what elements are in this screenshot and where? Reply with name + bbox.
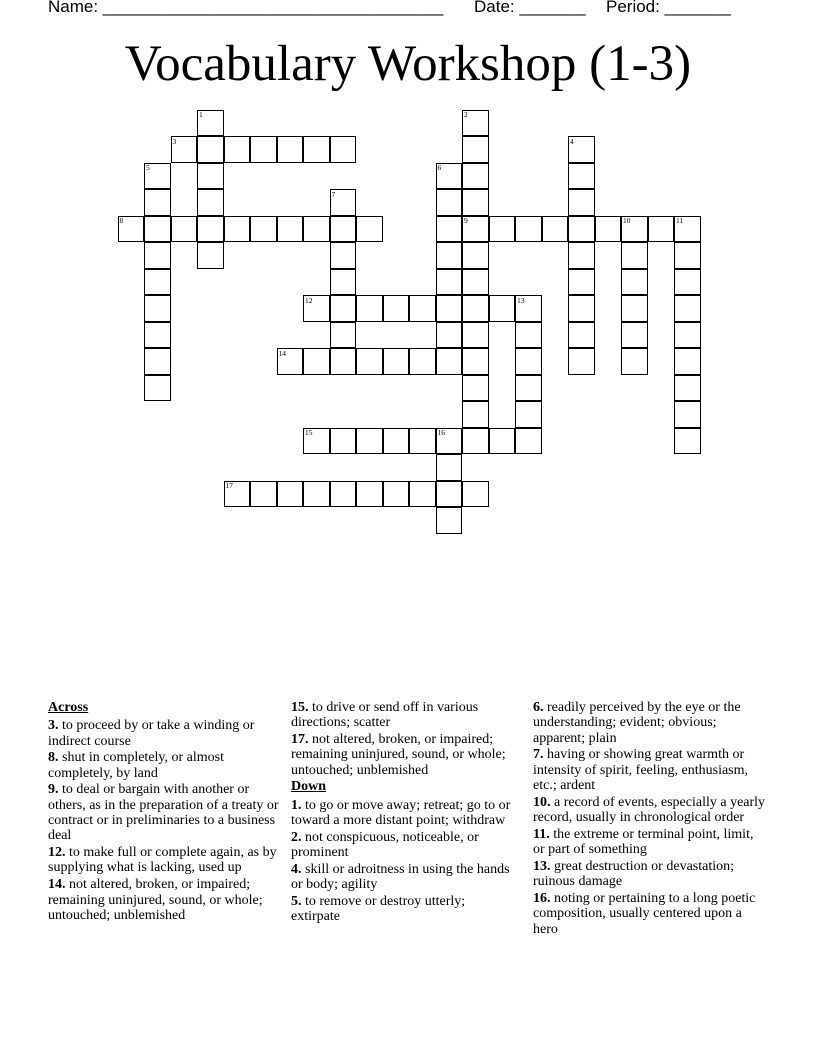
crossword-cell[interactable] bbox=[436, 216, 463, 243]
crossword-cell[interactable] bbox=[409, 295, 436, 322]
clue-item bbox=[533, 700, 767, 746]
crossword-cell[interactable] bbox=[383, 295, 410, 322]
crossword-cell[interactable] bbox=[568, 189, 595, 216]
clue-item bbox=[533, 747, 767, 793]
clue-number: 9 bbox=[464, 216, 468, 225]
crossword-cell[interactable] bbox=[383, 481, 410, 508]
clue-item bbox=[533, 859, 767, 890]
crossword-cell[interactable] bbox=[674, 428, 701, 455]
crossword-cell[interactable] bbox=[330, 322, 357, 349]
crossword-cell[interactable] bbox=[568, 242, 595, 269]
crossword-cell[interactable] bbox=[462, 216, 489, 243]
crossword-cell[interactable] bbox=[250, 481, 277, 508]
clue-number-label: 7. bbox=[533, 747, 544, 763]
clue-item bbox=[48, 750, 282, 781]
clue-number-label: 13. bbox=[533, 858, 551, 874]
crossword-cell[interactable] bbox=[197, 163, 224, 190]
crossword-cell[interactable] bbox=[674, 348, 701, 375]
clue-number-label: 12. bbox=[48, 845, 66, 861]
crossword-cell[interactable] bbox=[144, 295, 171, 322]
clue-text: not altered, broken, or impaired; remaining uninjured, sound, or whole; untouched; unblemished bbox=[291, 732, 506, 778]
crossword-cell[interactable] bbox=[303, 428, 330, 455]
crossword-cell[interactable] bbox=[330, 428, 357, 455]
clue-item bbox=[291, 732, 513, 778]
crossword-cell[interactable] bbox=[542, 216, 569, 243]
crossword-cell[interactable] bbox=[144, 348, 171, 375]
clue-number-label: 16. bbox=[533, 891, 551, 907]
clue-number-label: 8. bbox=[48, 750, 59, 766]
crossword-cell[interactable] bbox=[462, 375, 489, 402]
clue-number: 11 bbox=[676, 216, 684, 225]
clue-number: 10 bbox=[623, 216, 631, 225]
crossword-cell[interactable] bbox=[621, 242, 648, 269]
crossword-cell[interactable] bbox=[621, 348, 648, 375]
crossword-cell[interactable] bbox=[144, 322, 171, 349]
clue-number-label: 6. bbox=[533, 700, 544, 715]
crossword-cell[interactable] bbox=[277, 348, 304, 375]
crossword-cell[interactable] bbox=[224, 481, 251, 508]
crossword-cell[interactable] bbox=[462, 401, 489, 428]
crossword-cell[interactable] bbox=[568, 322, 595, 349]
crossword-cell[interactable] bbox=[330, 242, 357, 269]
crossword-cell[interactable] bbox=[568, 269, 595, 296]
clue-item bbox=[48, 877, 282, 923]
clue-item bbox=[533, 827, 767, 858]
crossword-cell[interactable] bbox=[436, 242, 463, 269]
clue-text: the extreme or terminal point, limit, or part of something bbox=[533, 826, 754, 858]
crossword-cell[interactable] bbox=[171, 216, 198, 243]
crossword-cell[interactable] bbox=[595, 216, 622, 243]
clue-number-label: 14. bbox=[48, 877, 66, 893]
clue-text: to make full or complete again, as by supplying what is lacking, used up bbox=[48, 845, 277, 876]
clue-text: to go or move away; retreat; go to or toward a more distant point; withdraw bbox=[291, 797, 511, 829]
clue-number-label: 15. bbox=[291, 700, 309, 715]
crossword-cell[interactable] bbox=[489, 295, 516, 322]
clue-column-3 bbox=[533, 700, 767, 938]
crossword-cell[interactable] bbox=[303, 481, 330, 508]
clue-item bbox=[291, 700, 513, 731]
clue-number: 16 bbox=[437, 428, 445, 437]
clue-number: 3 bbox=[172, 136, 177, 146]
crossword-cell[interactable] bbox=[462, 110, 489, 137]
crossword-cell[interactable] bbox=[621, 269, 648, 296]
crossword-cell[interactable] bbox=[515, 216, 542, 243]
crossword-cell[interactable] bbox=[436, 481, 463, 508]
clue-number-label: 10. bbox=[533, 794, 551, 810]
clue-item bbox=[291, 894, 513, 925]
clue-text: not conspicuous, noticeable, or prominent bbox=[291, 829, 479, 861]
crossword-cell[interactable] bbox=[409, 481, 436, 508]
crossword-cell[interactable] bbox=[197, 242, 224, 269]
clue-column-2 bbox=[291, 700, 513, 926]
clue-text: to drive or send off in various directions; scatter bbox=[291, 700, 479, 731]
crossword-cell[interactable] bbox=[462, 481, 489, 508]
crossword-cell[interactable] bbox=[568, 136, 595, 163]
crossword-cell[interactable] bbox=[356, 481, 383, 508]
clue-text: great destruction or devastation; ruinous damage bbox=[533, 858, 734, 890]
crossword-cell[interactable] bbox=[648, 216, 675, 243]
clue-number: 1 bbox=[199, 110, 203, 119]
clue-item bbox=[48, 782, 282, 843]
crossword-cell[interactable] bbox=[356, 428, 383, 455]
clue-number: 7 bbox=[331, 189, 336, 199]
crossword-cell[interactable] bbox=[144, 216, 171, 243]
crossword-cell[interactable] bbox=[250, 136, 277, 163]
crossword-cell[interactable] bbox=[436, 295, 463, 322]
crossword-cell[interactable] bbox=[436, 454, 463, 481]
clue-number-label: 4. bbox=[291, 861, 302, 877]
crossword-cell[interactable] bbox=[568, 216, 595, 243]
crossword-cell[interactable] bbox=[436, 189, 463, 216]
crossword-cell[interactable] bbox=[303, 216, 330, 243]
crossword-cell[interactable] bbox=[462, 348, 489, 375]
clue-number-label: 17. bbox=[291, 732, 309, 748]
crossword-cell[interactable] bbox=[515, 375, 542, 402]
clue-number-label: 1. bbox=[291, 797, 302, 813]
crossword-cell[interactable] bbox=[515, 348, 542, 375]
crossword-cell[interactable] bbox=[436, 428, 463, 455]
crossword-cell[interactable] bbox=[568, 295, 595, 322]
crossword-cell[interactable] bbox=[330, 189, 357, 216]
clue-number: 15 bbox=[305, 428, 313, 437]
crossword-cell[interactable] bbox=[383, 348, 410, 375]
clue-text: shut in completely, or almost completely, by land bbox=[48, 750, 225, 781]
crossword-cell[interactable] bbox=[436, 507, 463, 534]
clue-number: 6 bbox=[437, 163, 442, 172]
crossword-cell[interactable] bbox=[515, 428, 542, 455]
clue-text: to proceed by or take a winding or indirect course bbox=[48, 718, 255, 749]
crossword-cell[interactable] bbox=[568, 163, 595, 190]
crossword-cell[interactable] bbox=[462, 163, 489, 190]
crossword-cell[interactable] bbox=[330, 295, 357, 322]
crossword-cell[interactable] bbox=[197, 110, 224, 137]
crossword-cell[interactable] bbox=[462, 189, 489, 216]
crossword-cell[interactable] bbox=[515, 401, 542, 428]
clue-number: 13 bbox=[517, 295, 525, 305]
clue-text: noting or pertaining to a long poetic composition, usually centered upon a hero bbox=[533, 891, 756, 937]
crossword-cell[interactable] bbox=[515, 295, 542, 322]
crossword-cell[interactable] bbox=[674, 322, 701, 349]
crossword-cell[interactable] bbox=[118, 216, 145, 243]
crossword-cell[interactable] bbox=[356, 348, 383, 375]
crossword-cell[interactable] bbox=[144, 163, 171, 190]
crossword-cell[interactable] bbox=[515, 322, 542, 349]
clue-number-label: 9. bbox=[48, 782, 59, 798]
crossword-cell[interactable] bbox=[330, 348, 357, 375]
crossword-cell[interactable] bbox=[144, 269, 171, 296]
clue-number-label: 11. bbox=[533, 826, 550, 842]
clue-number-label: 2. bbox=[291, 829, 302, 845]
crossword-cell[interactable] bbox=[436, 163, 463, 190]
crossword-cell[interactable] bbox=[409, 428, 436, 455]
clue-item bbox=[291, 798, 513, 829]
crossword-cell[interactable] bbox=[462, 428, 489, 455]
clue-item bbox=[48, 845, 282, 876]
clue-number: 2 bbox=[464, 110, 468, 119]
crossword-cell[interactable] bbox=[462, 269, 489, 296]
crossword-cell[interactable] bbox=[144, 189, 171, 216]
crossword-cell[interactable] bbox=[621, 322, 648, 349]
crossword-cell[interactable] bbox=[383, 428, 410, 455]
crossword-cell[interactable] bbox=[674, 375, 701, 402]
crossword-cell[interactable] bbox=[462, 136, 489, 163]
crossword-cell[interactable] bbox=[303, 136, 330, 163]
crossword-cell[interactable] bbox=[330, 481, 357, 508]
crossword-cell[interactable] bbox=[462, 242, 489, 269]
crossword-cell[interactable] bbox=[330, 136, 357, 163]
clue-column-1 bbox=[48, 700, 282, 925]
crossword-cell[interactable] bbox=[144, 375, 171, 402]
crossword-cell[interactable] bbox=[197, 189, 224, 216]
clue-text: to remove or destroy utterly; extirpate bbox=[291, 894, 466, 925]
clue-text: to deal or bargain with another or others, as in the preparation of a treaty or contract or in preliminaries to a business deal bbox=[48, 782, 279, 844]
crossword-cell[interactable] bbox=[621, 216, 648, 243]
clue-item bbox=[533, 795, 767, 826]
period-field-label: Period: _______ bbox=[606, 0, 731, 16]
crossword-cell[interactable] bbox=[224, 136, 251, 163]
clue-text: not altered, broken, or impaired; remaining uninjured, sound, or whole; untouched; unblemished bbox=[48, 877, 263, 923]
crossword-cell[interactable] bbox=[330, 216, 357, 243]
crossword-cell[interactable] bbox=[171, 136, 198, 163]
clue-item bbox=[48, 718, 282, 749]
clue-number: 12 bbox=[305, 295, 313, 305]
clue-number: 4 bbox=[570, 136, 574, 146]
date-field-label: Date: _______ bbox=[474, 0, 586, 16]
crossword-cell[interactable] bbox=[197, 216, 224, 243]
clue-number-label: 5. bbox=[291, 894, 302, 910]
clue-text: a record of events, especially a yearly record, usually in chronological order bbox=[533, 794, 766, 826]
clue-text: having or showing great warmth or intensity of spirit, feeling, enthusiasm, etc.; ardent bbox=[533, 747, 749, 793]
crossword-cell[interactable] bbox=[621, 295, 648, 322]
clue-number-label: 3. bbox=[48, 718, 59, 734]
crossword-cell[interactable] bbox=[224, 216, 251, 243]
crossword-cell[interactable] bbox=[489, 428, 516, 455]
crossword-cell[interactable] bbox=[674, 269, 701, 296]
clue-text: skill or adroitness in using the hands or body; agility bbox=[291, 861, 510, 893]
clue-item bbox=[291, 862, 513, 893]
crossword-cell[interactable] bbox=[462, 295, 489, 322]
crossword-cell[interactable] bbox=[674, 216, 701, 243]
crossword-cell[interactable] bbox=[277, 481, 304, 508]
crossword-cell[interactable] bbox=[356, 295, 383, 322]
clue-item bbox=[533, 891, 767, 937]
name-field-label: Name: ____________________________________ bbox=[48, 0, 444, 16]
across-heading: Across bbox=[48, 700, 89, 715]
down-heading: Down bbox=[291, 779, 327, 795]
crossword-cell[interactable] bbox=[436, 322, 463, 349]
page-title: Vocabulary Workshop (1-3) bbox=[124, 36, 692, 92]
crossword-cell[interactable] bbox=[303, 295, 330, 322]
clue-number: 5 bbox=[146, 163, 150, 172]
clue-text: readily perceived by the eye or the understanding; evident; obvious; apparent; plain bbox=[533, 700, 741, 746]
crossword-cell[interactable] bbox=[144, 242, 171, 269]
crossword-cell[interactable] bbox=[197, 136, 224, 163]
crossword-cell[interactable] bbox=[674, 401, 701, 428]
clue-number: 17 bbox=[225, 481, 233, 490]
crossword-cell[interactable] bbox=[462, 322, 489, 349]
crossword-cell[interactable] bbox=[277, 136, 304, 163]
crossword-cell[interactable] bbox=[330, 269, 357, 296]
crossword-cell[interactable] bbox=[356, 216, 383, 243]
clue-number: 14 bbox=[278, 348, 286, 358]
clue-item bbox=[291, 830, 513, 861]
crossword-cell[interactable] bbox=[674, 295, 701, 322]
crossword-cell[interactable] bbox=[674, 242, 701, 269]
crossword-cell[interactable] bbox=[489, 216, 516, 243]
crossword-cell[interactable] bbox=[436, 348, 463, 375]
crossword-cell[interactable] bbox=[409, 348, 436, 375]
crossword-cell[interactable] bbox=[436, 269, 463, 296]
crossword-cell[interactable] bbox=[303, 348, 330, 375]
clue-number: 8 bbox=[119, 216, 124, 225]
crossword-cell[interactable] bbox=[277, 216, 304, 243]
crossword-cell[interactable] bbox=[250, 216, 277, 243]
crossword-cell[interactable] bbox=[568, 348, 595, 375]
